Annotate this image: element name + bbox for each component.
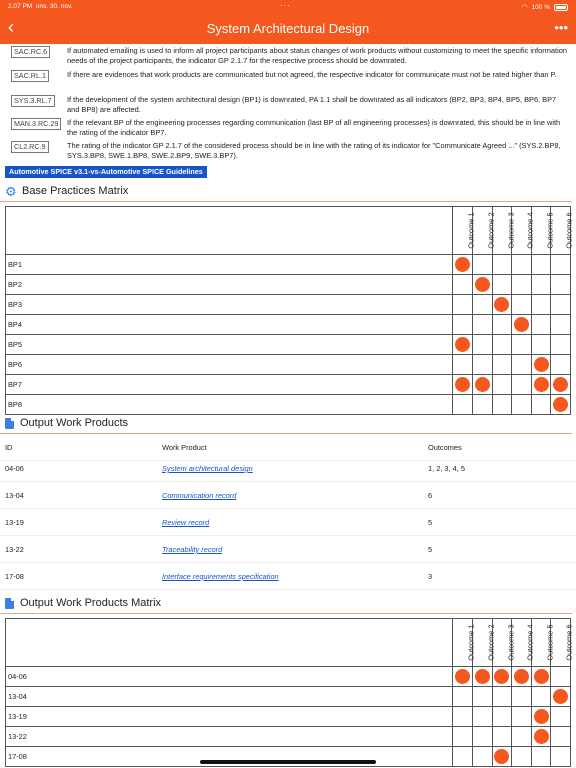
mapping-dot-icon <box>475 669 490 684</box>
outcome-label: Outcome 1 <box>467 212 477 249</box>
matrix-cell <box>551 747 571 767</box>
back-chevron-icon[interactable]: ‹ <box>8 17 14 37</box>
matrix-cell <box>492 667 512 687</box>
matrix-cell <box>512 667 532 687</box>
bp-matrix-header <box>5 185 128 197</box>
matrix-cell <box>453 255 473 275</box>
mapping-dot-icon <box>494 749 509 764</box>
matrix-cell <box>473 727 493 747</box>
matrix-cell <box>492 355 512 375</box>
work-product-link[interactable]: Interface requirements specification <box>162 572 279 581</box>
work-product-outcomes: 5 <box>428 518 433 527</box>
matrix-cell <box>551 355 571 375</box>
battery-icon <box>554 4 568 11</box>
work-product-id: 13-04 <box>5 491 24 500</box>
owp-matrix-row[interactable] <box>6 687 571 707</box>
table-row <box>0 509 576 536</box>
rule-text: If automated emailing is used to inform all project participants about status changes of work products without customizing to meet the specific information needs of the project participants, the indicator GP 2.1.7 for the respective process should be downrated. <box>67 46 567 65</box>
rule-text: If the relevant BP of the engineering processes regarding communication (last BP of all engineering processes) is downrated, this should be in line with the rating of the indicator BP7. <box>67 118 561 137</box>
matrix-corner <box>6 619 453 667</box>
work-product-outcomes: 6 <box>428 491 433 500</box>
mapping-dot-icon <box>455 257 470 272</box>
matrix-cell <box>531 667 551 687</box>
home-indicator[interactable] <box>200 760 376 764</box>
table-row <box>0 563 576 590</box>
mapping-dot-icon <box>494 297 509 312</box>
document-icon <box>5 598 14 609</box>
matrix-cell <box>473 667 493 687</box>
column-header-work-product: Work Product <box>162 443 207 452</box>
matrix-cell <box>492 375 512 395</box>
matrix-cell <box>551 255 571 275</box>
outcome-label: Outcome 5 <box>545 212 555 249</box>
matrix-cell <box>551 667 571 687</box>
mapping-dot-icon <box>514 317 529 332</box>
matrix-cell <box>512 395 532 415</box>
owp-matrix-row[interactable] <box>6 727 571 747</box>
matrix-cell <box>531 375 551 395</box>
outcome-label: Outcome 1 <box>467 624 477 661</box>
row-label: 13-19 <box>6 707 453 727</box>
mapping-dot-icon <box>455 337 470 352</box>
outcome-header <box>453 619 477 667</box>
bp-matrix-row[interactable] <box>6 355 571 375</box>
row-label: BP4 <box>6 315 453 335</box>
outcome-label: Outcome 4 <box>525 212 535 249</box>
row-label: 13-04 <box>6 687 453 707</box>
outcome-header <box>453 207 477 255</box>
matrix-cell <box>531 335 551 355</box>
matrix-cell <box>512 315 532 335</box>
matrix-cell <box>531 747 551 767</box>
owp-matrix-row[interactable] <box>6 667 571 687</box>
rule-code[interactable]: SAC.RC.6 <box>11 46 50 58</box>
mapping-dot-icon <box>455 377 470 392</box>
matrix-cell <box>453 355 473 375</box>
rule-code[interactable]: SAC.RL.1 <box>11 70 49 82</box>
matrix-cell <box>512 375 532 395</box>
matrix-cell <box>512 335 532 355</box>
matrix-cell <box>453 275 473 295</box>
mapping-dot-icon <box>534 377 549 392</box>
row-label: BP3 <box>6 295 453 315</box>
matrix-cell <box>492 295 512 315</box>
bp-matrix-row[interactable] <box>6 315 571 335</box>
matrix-cell <box>473 707 493 727</box>
owp-matrix-title: Output Work Products Matrix <box>20 597 162 609</box>
row-label: 04-06 <box>6 667 453 687</box>
matrix-cell <box>512 727 532 747</box>
work-product-id: 04-06 <box>5 464 24 473</box>
matrix-cell <box>492 747 512 767</box>
rule-text: The rating of the indicator GP 2.1.7 of the considered process should be in line with the rating of its indicator for "Communicate Agreed ..." (SYS.2.BP8, SYS.3.BP8, SWE.1.BP8, SWE.2.BP9, SWE.3.BP7). <box>67 141 561 160</box>
row-label: BP6 <box>6 355 453 375</box>
wifi-icon: ◠ <box>521 4 528 11</box>
matrix-cell <box>551 395 571 415</box>
matrix-cell <box>492 687 512 707</box>
matrix-cell <box>492 707 512 727</box>
matrix-corner <box>6 207 453 255</box>
mapping-dot-icon <box>514 669 529 684</box>
matrix-cell <box>551 335 571 355</box>
outcome-label: Outcome 6 <box>564 212 574 249</box>
table-row <box>0 482 576 509</box>
row-label: BP1 <box>6 255 453 275</box>
matrix-cell <box>531 275 551 295</box>
row-label: 13-22 <box>6 727 453 747</box>
matrix-cell <box>531 295 551 315</box>
matrix-cell <box>531 355 551 375</box>
page-title: System Architectural Design <box>206 21 370 36</box>
matrix-cell <box>551 295 571 315</box>
work-product-link[interactable]: Traceability record <box>162 545 223 554</box>
status-right <box>521 3 568 11</box>
matrix-cell <box>551 687 571 707</box>
rule-text: If there are evidences that work products are communicated but not agreed, the respective indicator for communicate must not be rated higher than P. <box>67 70 557 79</box>
mapping-dot-icon <box>455 669 470 684</box>
matrix-cell <box>512 707 532 727</box>
owp-matrix-header <box>5 597 161 609</box>
matrix-cell <box>551 727 571 747</box>
matrix-cell <box>473 355 493 375</box>
matrix-cell <box>453 315 473 335</box>
work-product-outcomes: 1, 2, 3, 4, 5 <box>428 464 465 473</box>
row-label: BP8 <box>6 395 453 415</box>
mapping-dot-icon <box>553 377 568 392</box>
matrix-cell <box>473 375 493 395</box>
matrix-cell <box>531 727 551 747</box>
work-product-link[interactable]: Review record <box>162 518 210 527</box>
matrix-cell <box>531 315 551 335</box>
work-product-outcomes: 5 <box>428 545 433 554</box>
matrix-cell <box>512 275 532 295</box>
bp-matrix-title: Base Practices Matrix <box>22 185 129 197</box>
work-product-id: 17-08 <box>5 572 24 581</box>
status-time: 2.07 PM ons. 30. nov. <box>8 3 73 10</box>
outcome-label: Outcome 4 <box>525 624 535 661</box>
document-icon <box>5 418 14 429</box>
row-label: BP5 <box>6 335 453 355</box>
work-product-id: 13-22 <box>5 545 24 554</box>
work-product-id: 13-19 <box>5 518 24 527</box>
matrix-cell <box>473 687 493 707</box>
outcome-label: Outcome 5 <box>545 624 555 661</box>
multitask-dots-icon[interactable]: ··· <box>280 1 291 10</box>
matrix-cell <box>473 295 493 315</box>
guideline-tag[interactable]: Automotive SPICE v3.1-vs-Automotive SPICE Guidelines <box>5 166 207 178</box>
matrix-cell <box>453 747 473 767</box>
mapping-dot-icon <box>534 357 549 372</box>
matrix-cell <box>551 275 571 295</box>
table-row <box>0 536 576 563</box>
outcome-label: Outcome 2 <box>486 212 496 249</box>
matrix-cell <box>453 395 473 415</box>
matrix-cell <box>551 375 571 395</box>
matrix-cell <box>531 395 551 415</box>
nav-bar <box>0 0 576 44</box>
column-header-id: ID <box>5 443 13 452</box>
owp-matrix-table <box>5 618 574 767</box>
matrix-cell <box>531 707 551 727</box>
matrix-cell <box>473 747 493 767</box>
mapping-dot-icon <box>475 277 490 292</box>
matrix-cell <box>492 255 512 275</box>
column-header-outcomes: Outcomes <box>428 443 462 452</box>
gear-icon: ⚙ <box>5 183 17 199</box>
matrix-cell <box>512 255 532 275</box>
status-bar <box>0 0 576 12</box>
rule-code[interactable]: MAN.3.RC.29 <box>11 118 61 130</box>
matrix-cell <box>453 707 473 727</box>
more-options-icon[interactable]: ••• <box>554 20 568 35</box>
mapping-dot-icon <box>494 669 509 684</box>
matrix-cell <box>492 335 512 355</box>
matrix-cell <box>512 355 532 375</box>
matrix-cell <box>512 295 532 315</box>
outcome-label: Outcome 3 <box>506 624 516 661</box>
matrix-cell <box>453 375 473 395</box>
matrix-cell <box>551 707 571 727</box>
matrix-cell <box>512 687 532 707</box>
matrix-cell <box>453 295 473 315</box>
outcome-label: Outcome 3 <box>506 212 516 249</box>
bp-matrix-row[interactable] <box>6 275 571 295</box>
section-divider <box>0 613 572 614</box>
mapping-dot-icon <box>553 397 568 412</box>
matrix-cell <box>492 727 512 747</box>
work-product-outcomes: 3 <box>428 572 433 581</box>
matrix-cell <box>453 335 473 355</box>
mapping-dot-icon <box>534 669 549 684</box>
matrix-cell <box>492 395 512 415</box>
matrix-cell <box>531 687 551 707</box>
matrix-cell <box>453 727 473 747</box>
rule-text: If the development of the system architectural design (BP1) is downrated, PA 1.1 shall be downrated as all indicators (BP2, BP3, BP4, BP5, BP6, BP7 and BP8) are affected. <box>67 95 557 114</box>
mapping-dot-icon <box>534 709 549 724</box>
bp-matrix-row[interactable] <box>6 335 571 355</box>
table-row <box>0 455 576 482</box>
matrix-cell <box>453 687 473 707</box>
rule-code[interactable]: SYS.3.RL.7 <box>11 95 55 107</box>
owp-title: Output Work Products <box>20 417 129 429</box>
rule-code[interactable]: CL2.RC.9 <box>11 141 49 153</box>
work-product-link[interactable]: System architectural design <box>162 464 253 473</box>
row-label: BP7 <box>6 375 453 395</box>
bp-matrix-table <box>5 206 574 415</box>
bp-matrix-row[interactable] <box>6 255 571 275</box>
outcome-label: Outcome 2 <box>486 624 496 661</box>
row-label: BP2 <box>6 275 453 295</box>
mapping-dot-icon <box>475 377 490 392</box>
bp-matrix-row[interactable] <box>6 395 571 415</box>
bp-matrix-row[interactable] <box>6 295 571 315</box>
matrix-cell <box>473 275 493 295</box>
matrix-cell <box>492 315 512 335</box>
matrix-cell <box>473 315 493 335</box>
outcome-label: Outcome 6 <box>564 624 574 661</box>
work-product-link[interactable]: Communication record <box>162 491 237 500</box>
matrix-cell <box>473 255 493 275</box>
matrix-cell <box>551 315 571 335</box>
matrix-cell <box>512 747 532 767</box>
matrix-cell <box>492 275 512 295</box>
owp-matrix-row[interactable] <box>6 707 571 727</box>
battery-percent: 100 % <box>531 3 550 11</box>
mapping-dot-icon <box>534 729 549 744</box>
matrix-cell <box>473 395 493 415</box>
row-label: 17-08 <box>6 747 453 767</box>
owp-header <box>5 417 128 429</box>
section-divider <box>0 201 572 202</box>
matrix-cell <box>531 255 551 275</box>
bp-matrix-row[interactable] <box>6 375 571 395</box>
mapping-dot-icon <box>553 689 568 704</box>
matrix-cell <box>453 667 473 687</box>
matrix-cell <box>473 335 493 355</box>
